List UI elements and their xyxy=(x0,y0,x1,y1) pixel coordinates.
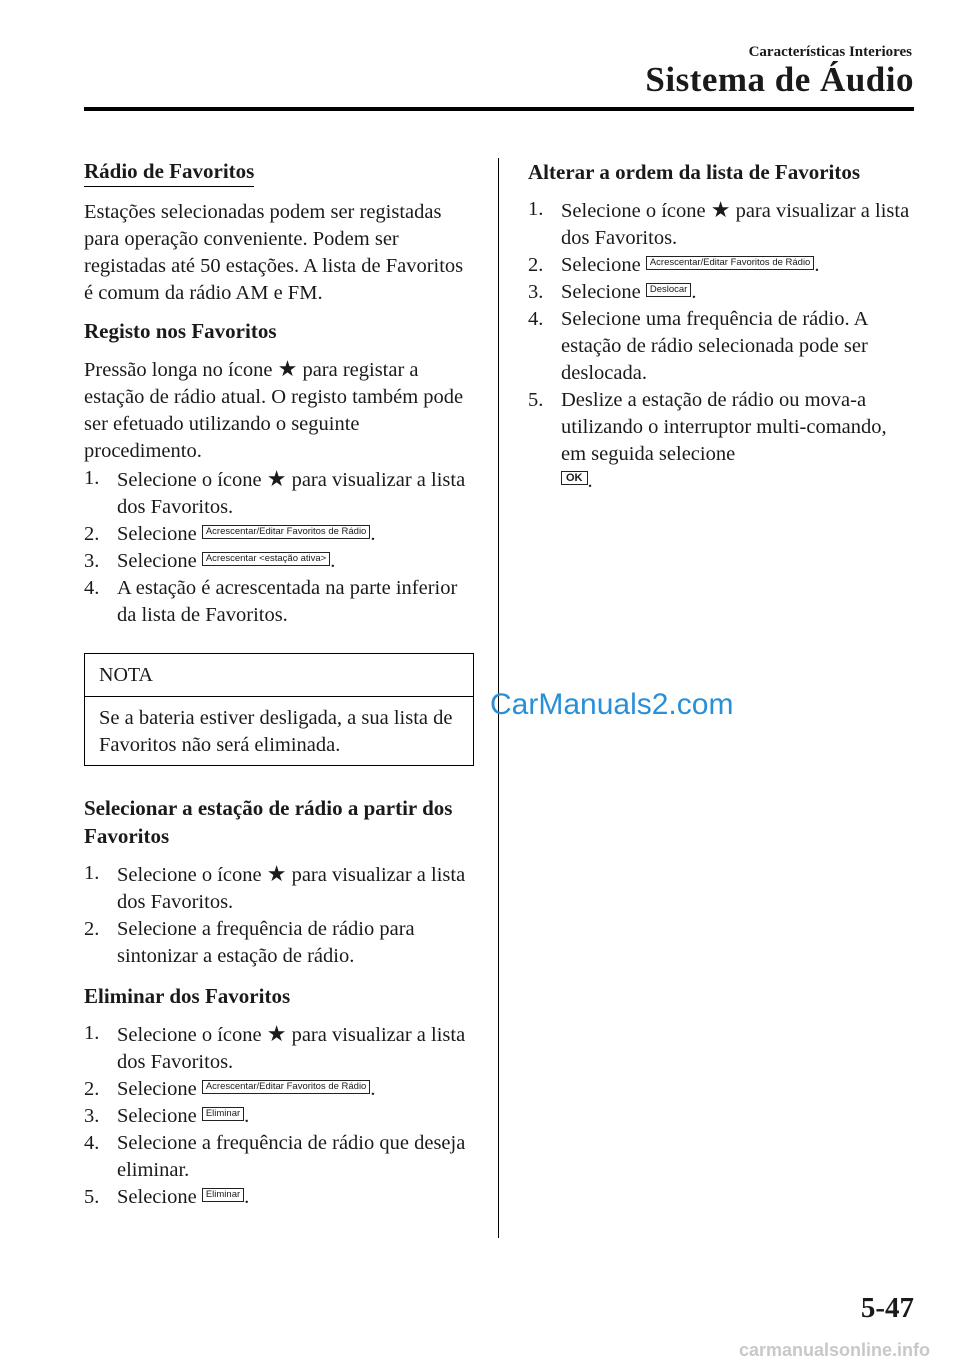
list-item: 3. Selecione Deslocar . xyxy=(528,281,697,303)
page-title: Sistema de Áudio xyxy=(645,60,914,99)
eliminar-button[interactable]: Eliminar xyxy=(202,1107,244,1121)
watermark: CarManuals2.com xyxy=(490,688,734,721)
list-item: 1. Selecione o ícone ★ para visualizar a lista dos Favoritos. xyxy=(84,1021,466,1073)
star-icon: ★ xyxy=(266,861,287,886)
favoritos-heading: Rádio de Favoritos xyxy=(84,158,254,187)
alterar-ordem-heading: Alterar a ordem da lista de Favoritos xyxy=(528,160,861,184)
list-item: 2. Selecione Acrescentar/Editar Favoritos de Rádio . xyxy=(84,1078,376,1100)
acrescentar-estacao-ativa-button[interactable]: Acrescentar <estação ativa> xyxy=(202,552,330,566)
registo-intro: Pressão longa no ícone ★ para registar a estação de rádio atual. O registo também pode ser efetuado utilizando o seguinte procedimento. xyxy=(84,356,464,462)
star-icon: ★ xyxy=(277,356,298,381)
registo-heading: Registo nos Favoritos xyxy=(84,319,277,343)
right-column xyxy=(528,158,914,495)
list-item: 2. Selecione a frequência de rádio para sintonizar a estação de rádio. xyxy=(84,918,415,967)
list-item: 2. Selecione Acrescentar/Editar Favoritos de Rádio . xyxy=(84,523,376,545)
eliminar-button[interactable]: Eliminar xyxy=(202,1188,244,1202)
list-item: 4. Selecione a frequência de rádio que deseja eliminar. xyxy=(84,1132,466,1181)
footer-watermark: carmanualsonline.info xyxy=(738,1340,930,1360)
selecionar-steps xyxy=(84,860,474,970)
list-item: 5. Selecione Eliminar . xyxy=(84,1186,250,1208)
acrescentar-editar-favoritos-button[interactable]: Acrescentar/Editar Favoritos de Rádio xyxy=(646,256,815,270)
list-item: 5. Deslize a estação de rádio ou mova-a utilizando o interruptor multi-comando, em seguida selecione OK . xyxy=(528,389,887,492)
nota-title: NOTA xyxy=(85,654,473,697)
eliminar-steps xyxy=(84,1020,474,1211)
list-item: 3. Selecione Eliminar . xyxy=(84,1105,250,1127)
nota-box xyxy=(84,653,474,766)
list-item: 1. Selecione o ícone ★ para visualizar a lista dos Favoritos. xyxy=(84,466,466,518)
selecionar-heading: Selecionar a estação de rádio a partir dos Favoritos xyxy=(84,796,453,848)
acrescentar-editar-favoritos-button[interactable]: Acrescentar/Editar Favoritos de Rádio xyxy=(202,1080,371,1094)
star-icon: ★ xyxy=(266,1021,287,1046)
list-item: 2. Selecione Acrescentar/Editar Favoritos de Rádio . xyxy=(528,254,820,276)
eliminar-heading: Eliminar dos Favoritos xyxy=(84,984,291,1008)
alterar-ordem-steps xyxy=(528,196,914,495)
list-item: 1. Selecione o ícone ★ para visualizar a lista dos Favoritos. xyxy=(84,861,466,913)
deslocar-button[interactable]: Deslocar xyxy=(646,283,692,297)
list-item: 4. A estação é acrescentada na parte inferior da lista de Favoritos. xyxy=(84,577,458,626)
star-icon: ★ xyxy=(710,197,731,222)
registo-steps xyxy=(84,465,474,629)
favoritos-intro: Estações selecionadas podem ser registadas para operação conveniente. Podem ser registadas até 50 estações. A lista de Favoritos é comum da rádio AM e FM. xyxy=(84,201,464,304)
star-icon: ★ xyxy=(266,466,287,491)
acrescentar-editar-favoritos-button[interactable]: Acrescentar/Editar Favoritos de Rádio xyxy=(202,525,371,539)
ok-button[interactable]: OK xyxy=(561,471,588,485)
list-item: 3. Selecione Acrescentar <estação ativa> . xyxy=(84,550,336,572)
nota-body: Se a bateria estiver desligada, a sua lista de Favoritos não será eliminada. xyxy=(99,707,453,756)
header-section-label: Características Interiores xyxy=(748,44,912,60)
page-number: 5-47 xyxy=(860,1292,914,1324)
header-rule xyxy=(84,107,914,111)
list-item: 1. Selecione o ícone ★ para visualizar a lista dos Favoritos. xyxy=(528,197,910,249)
list-item: 4. Selecione uma frequência de rádio. A estação de rádio selecionada pode ser deslocada. xyxy=(528,308,868,384)
left-column xyxy=(84,158,474,1211)
